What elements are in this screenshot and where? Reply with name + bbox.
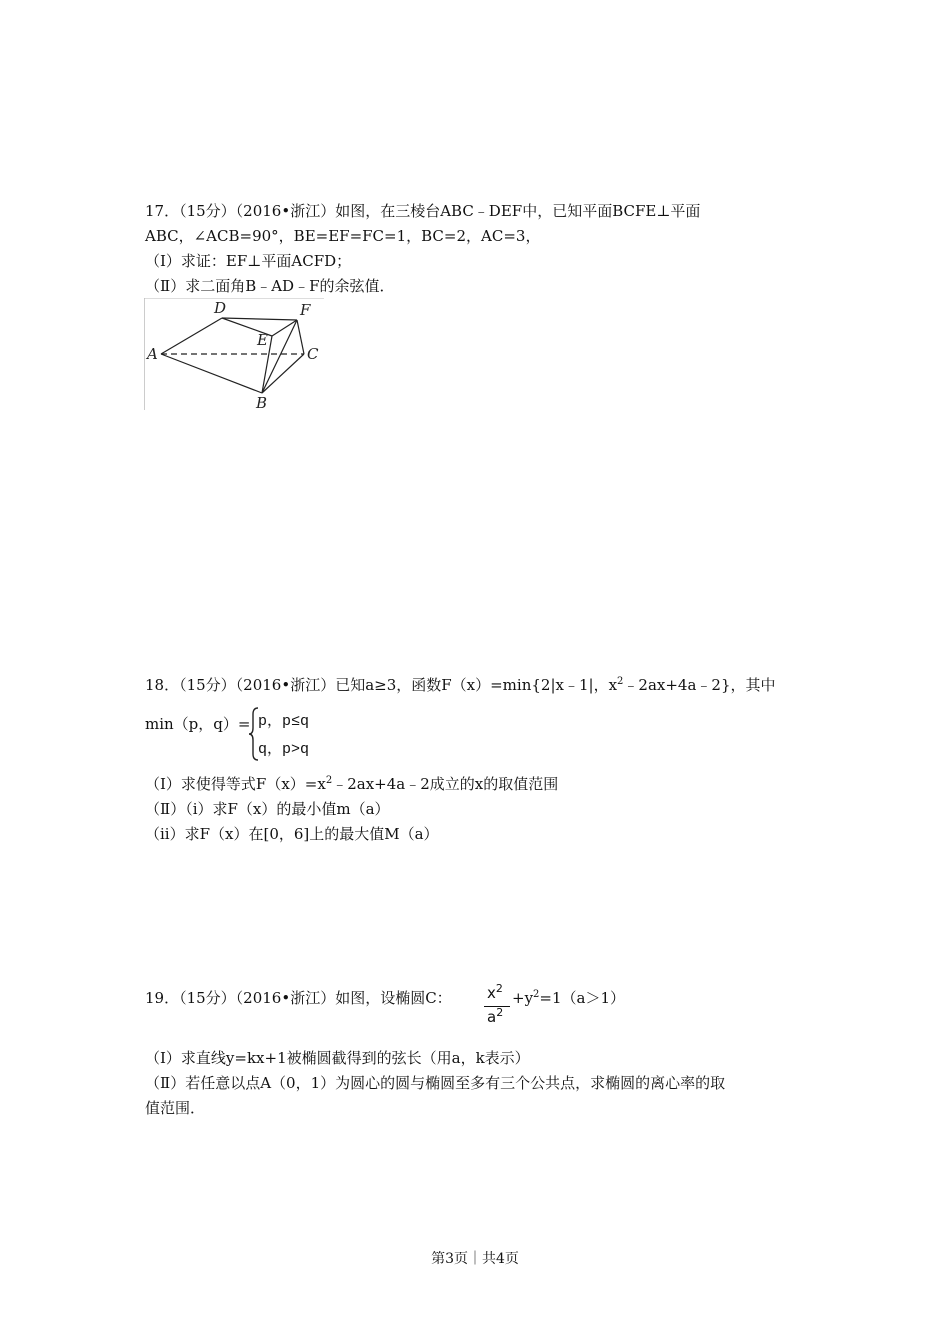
label-E: E	[257, 331, 268, 349]
piecewise-case-2: q，p>q	[258, 741, 310, 758]
label-A: A	[147, 345, 158, 363]
q19-line1-a: 19．（15分）（2016•浙江）如图，设椭圆C：	[145, 989, 452, 1007]
frustum-figure	[144, 298, 324, 410]
q18-part1-sup: 2	[325, 775, 333, 786]
piecewise-case-1: p，p≤q	[258, 713, 310, 730]
edge-AD	[161, 318, 222, 354]
edge-FC	[297, 320, 304, 354]
q17-line1: 17．（15分）（2016•浙江）如图，在三棱台ABC﹣DEF中，已知平面BCFE⊥平面	[145, 202, 701, 220]
edge-AB	[161, 354, 262, 393]
q19-part2-cont: 值范围．	[145, 1099, 206, 1117]
q17-line2: ABC，∠ACB=90°，BE=EF=FC=1，BC=2，AC=3，	[145, 227, 541, 245]
q18-part1	[145, 774, 558, 794]
q19-part2: （Ⅱ）若任意以点A（0，1）为圆心的圆与椭圆至多有三个公共点，求椭圆的离心率的取	[145, 1074, 726, 1092]
label-B: B	[256, 394, 268, 410]
q18-min-label: min（p，q）=	[145, 715, 251, 733]
q17-part1: （Ⅰ）求证：EF⊥平面ACFD；	[145, 252, 352, 270]
label-C: C	[307, 345, 319, 363]
label-F: F	[300, 301, 311, 319]
page-footer: 第3页｜共4页	[431, 1251, 519, 1267]
q17-part2: （Ⅱ）求二面角B﹣AD﹣F的余弦值．	[145, 277, 395, 295]
edge-DF	[222, 318, 297, 320]
piecewise-definition	[248, 706, 338, 762]
q18-part1-a: （Ⅰ）求使得等式F（x）=x	[145, 775, 326, 793]
q18-line1	[145, 675, 776, 695]
fraction-numerator: $x^2$	[487, 982, 503, 1002]
q19-line1-rest: $+y^2=1(a>1)$	[512, 989, 626, 1007]
fraction-denominator: $a^2$	[487, 1006, 504, 1026]
ellipse-fraction	[484, 984, 514, 1034]
q18-part3: （ii）求F（x）在[0，6]上的最大值M（a）	[145, 825, 439, 843]
label-D: D	[214, 299, 227, 317]
q19-part1: （Ⅰ）求直线y=kx+1被椭圆截得到的弦长（用a，k表示）	[145, 1049, 530, 1067]
q18-part2: （Ⅱ）（i）求F（x）的最小值m（a）	[145, 800, 390, 818]
q18-line1-sup: 2	[617, 676, 624, 687]
q18-part1-b: ﹣2ax+4a﹣2成立的x的取值范围	[332, 775, 559, 793]
q18-line1-a: 18．（15分）（2016•浙江）已知a≥3，函数F（x）=min{2|x﹣1|，x	[145, 676, 618, 694]
q18-line1-b: ﹣2ax+4a﹣2}，其中	[623, 676, 776, 694]
